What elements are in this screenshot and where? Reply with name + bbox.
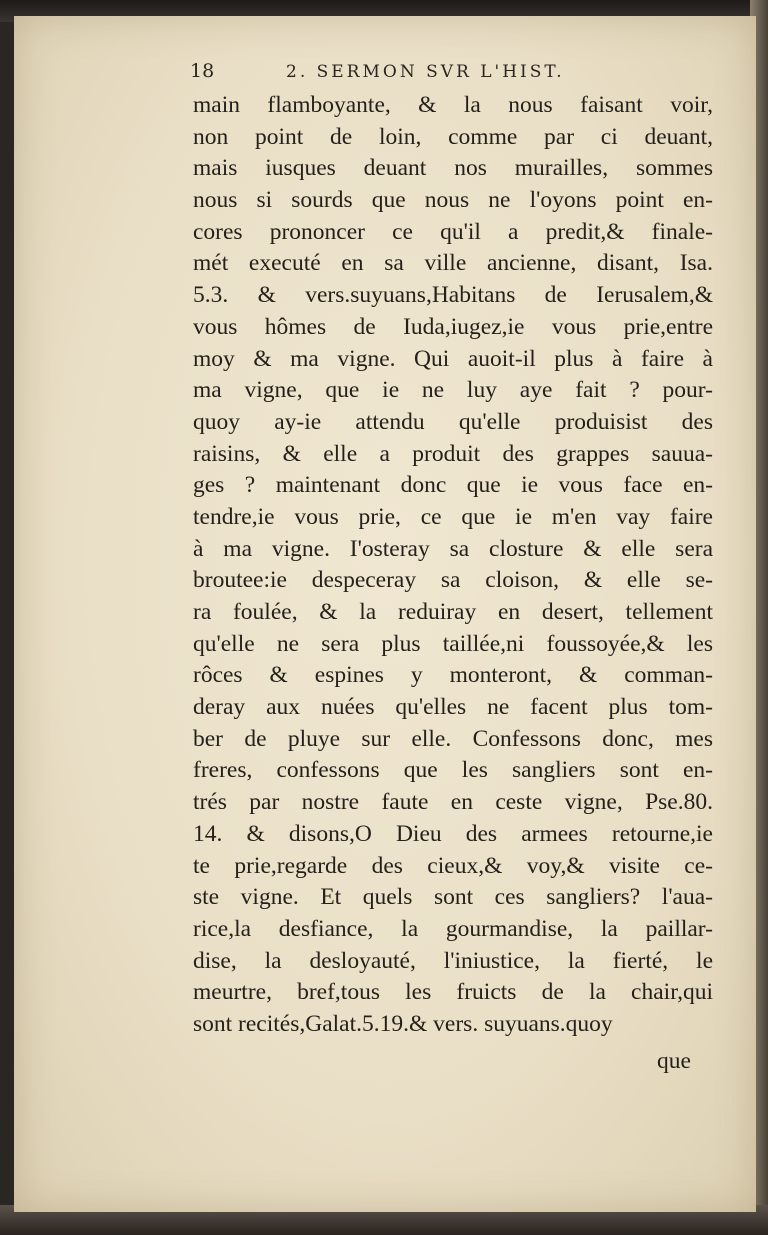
text-line: raisins, & elle a produit des grappes sauua- bbox=[193, 440, 713, 467]
text-line: trés par nostre faute en ceste vigne, Pse.80. bbox=[193, 789, 713, 816]
text-line: vous hômes de Iuda,iugez,ie vous prie,entre bbox=[193, 313, 713, 340]
text-line: rôces & espines y monteront, & comman- bbox=[193, 662, 713, 689]
text-line: ber de pluye sur elle. Confessons donc, mes bbox=[193, 725, 713, 752]
text-line: sont recités,Galat.5.19.& vers. suyuans.quoy bbox=[193, 1010, 613, 1037]
text-line: nous si sourds que nous ne l'oyons point en- bbox=[193, 187, 713, 214]
text-line: qu'elle ne sera plus taillée,ni foussoyée,& les bbox=[193, 630, 713, 657]
text-line: ste vigne. Et quels sont ces sangliers? l'aua- bbox=[193, 884, 713, 911]
text-line: deray aux nuées qu'elles ne facent plus tom- bbox=[193, 694, 713, 721]
page-number: 18 bbox=[190, 60, 215, 82]
text-line: 5.3. & vers.suyuans,Habitans de Ierusalem,& bbox=[193, 282, 713, 309]
text-line: quoy ay-ie attendu qu'elle produisist des bbox=[193, 408, 713, 435]
text-line: rice,la desfiance, la gourmandise, la paillar- bbox=[193, 915, 713, 942]
text-line: te prie,regarde des cieux,& voy,& visite ce- bbox=[193, 852, 713, 879]
text-line: cores prononcer ce qu'il a predit,& finale- bbox=[193, 218, 713, 245]
text-line: moy & ma vigne. Qui auoit-il plus à faire à bbox=[193, 345, 713, 372]
text-line: 14. & disons,O Dieu des armees retourne,ie bbox=[193, 820, 713, 847]
body-text bbox=[193, 90, 713, 1041]
text-line: ma vigne, que ie ne luy aye fait ? pour- bbox=[193, 377, 713, 404]
text-line: mét executé en sa ville ancienne, disant, Isa. bbox=[193, 250, 713, 277]
catchword: que bbox=[657, 1048, 691, 1074]
text-line: non point de loin, comme par ci deuant, bbox=[193, 123, 713, 150]
book-page bbox=[14, 16, 756, 1212]
text-line: broutee:ie despeceray sa cloison, & elle se- bbox=[193, 567, 713, 594]
text-line: main flamboyante, & la nous faisant voir, bbox=[193, 92, 713, 118]
running-head bbox=[190, 60, 710, 82]
text-line: ra foulée, & la reduiray en desert, tellement bbox=[193, 599, 713, 625]
text-line: tendre,ie vous prie, ce que ie m'en vay faire bbox=[193, 503, 713, 530]
text-line: mais iusques deuant nos murailles, sommes bbox=[193, 155, 713, 182]
running-title: 2. SERMON SVR L'HIST. bbox=[286, 62, 565, 82]
text-line: freres, confessons que les sangliers sont en- bbox=[193, 757, 713, 784]
text-line: ges ? maintenant donc que ie vous face en- bbox=[193, 472, 713, 499]
text-line: à ma vigne. I'osteray sa closture & elle sera bbox=[193, 535, 713, 562]
text-line: meurtre, bref,tous les fruicts de la chair,qui bbox=[193, 979, 713, 1006]
text-line: dise, la desloyauté, l'iniustice, la fierté, le bbox=[193, 947, 713, 974]
